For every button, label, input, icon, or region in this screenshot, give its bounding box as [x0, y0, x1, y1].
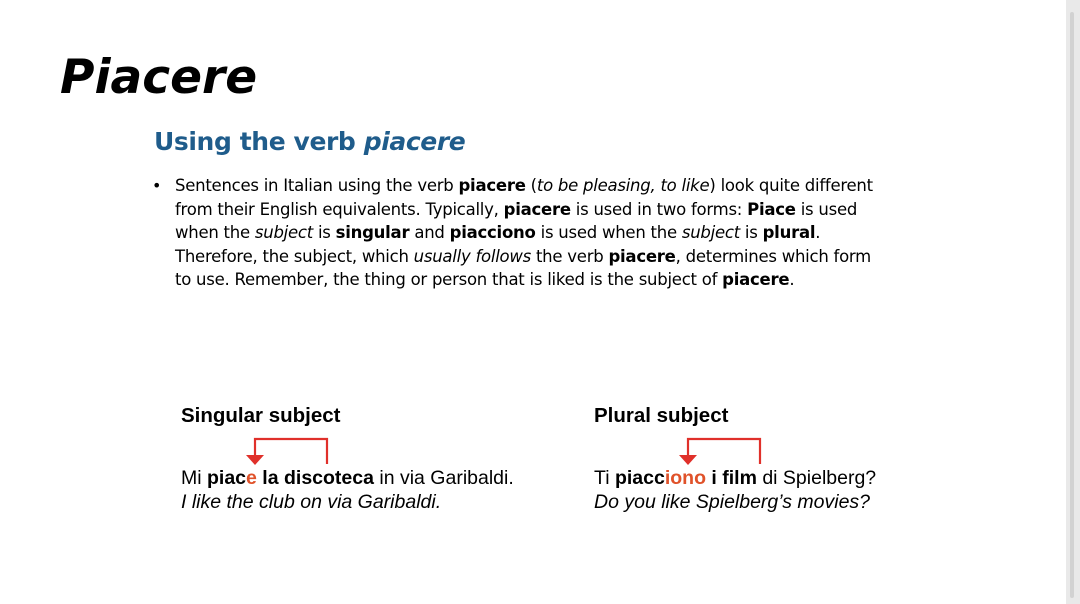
text-run: is [739, 223, 763, 242]
text-run: di Spielberg? [756, 467, 877, 489]
text-run: Piace [747, 199, 796, 219]
text-run: from their English equivalents. Typically, [175, 199, 504, 219]
text-run: ) look quite different [709, 176, 873, 195]
text-run: i film [705, 467, 757, 489]
text-run: piacere [458, 176, 526, 195]
text-run: when the [175, 223, 255, 242]
singular-sentence [181, 466, 514, 491]
plural-heading: Plural subject [594, 404, 729, 427]
subtitle-text: Using the verb [154, 127, 364, 156]
paragraph-line [175, 221, 945, 245]
slide-subtitle [154, 124, 465, 160]
text-run: iono [664, 467, 706, 489]
text-run: to use. Remember, the thing or person that is liked is the subject of [175, 270, 723, 289]
text-run: piacere [503, 199, 571, 219]
plural-arrow-line [688, 439, 760, 464]
singular-arrow-line [255, 439, 327, 464]
subtitle-italic: piacere [363, 127, 466, 156]
plural-sentence [594, 466, 876, 491]
text-run: piacere [722, 270, 790, 289]
text-run: singular [335, 223, 410, 242]
text-run: to be pleasing, to like [536, 176, 710, 195]
text-run: subject [681, 223, 740, 242]
text-run: ( [525, 176, 537, 195]
text-run: Therefore, the subject, which [175, 246, 414, 266]
text-run: la discoteca [256, 467, 374, 489]
plural-translation: Do you like Spielberg’s movies? [594, 491, 871, 513]
text-run: piacere [608, 246, 676, 266]
singular-translation: I like the club on via Garibaldi. [181, 491, 442, 513]
text-run: , determines which form [675, 246, 871, 266]
paragraph-line [175, 245, 945, 269]
text-run: is used [795, 199, 858, 219]
singular-arrow [240, 434, 340, 470]
text-run: piacciono [449, 223, 536, 242]
plural-arrow [674, 434, 774, 470]
text-run: e [246, 467, 257, 489]
paragraph-line [175, 198, 945, 222]
plural-arrow-head [679, 455, 697, 465]
slide-title: Piacere [60, 50, 258, 105]
text-run: Sentences in Italian using the verb [175, 176, 459, 195]
text-run: Mi [181, 467, 207, 489]
text-run: . [789, 270, 795, 289]
text-run: piacc [614, 467, 665, 489]
text-run: piac [207, 467, 247, 489]
scrollbar-thumb[interactable] [1070, 12, 1074, 598]
text-run: plural [762, 223, 816, 242]
text-run: is used in two forms: [570, 199, 748, 219]
singular-heading: Singular subject [181, 404, 341, 427]
bullet-paragraph [175, 174, 945, 292]
text-run: is [312, 223, 336, 242]
paragraph-line [175, 268, 945, 292]
text-run: usually follows [413, 246, 531, 266]
text-run: and [409, 223, 450, 242]
text-run: is used when the [535, 223, 682, 242]
text-run: in via Garibaldi. [373, 467, 514, 489]
singular-arrow-head [246, 455, 264, 465]
bullet-marker: • [152, 176, 162, 195]
text-run: Ti [594, 467, 615, 489]
text-run: subject [254, 223, 313, 242]
text-run: . [815, 223, 821, 242]
text-run: the verb [530, 246, 609, 266]
paragraph-line [175, 174, 945, 198]
